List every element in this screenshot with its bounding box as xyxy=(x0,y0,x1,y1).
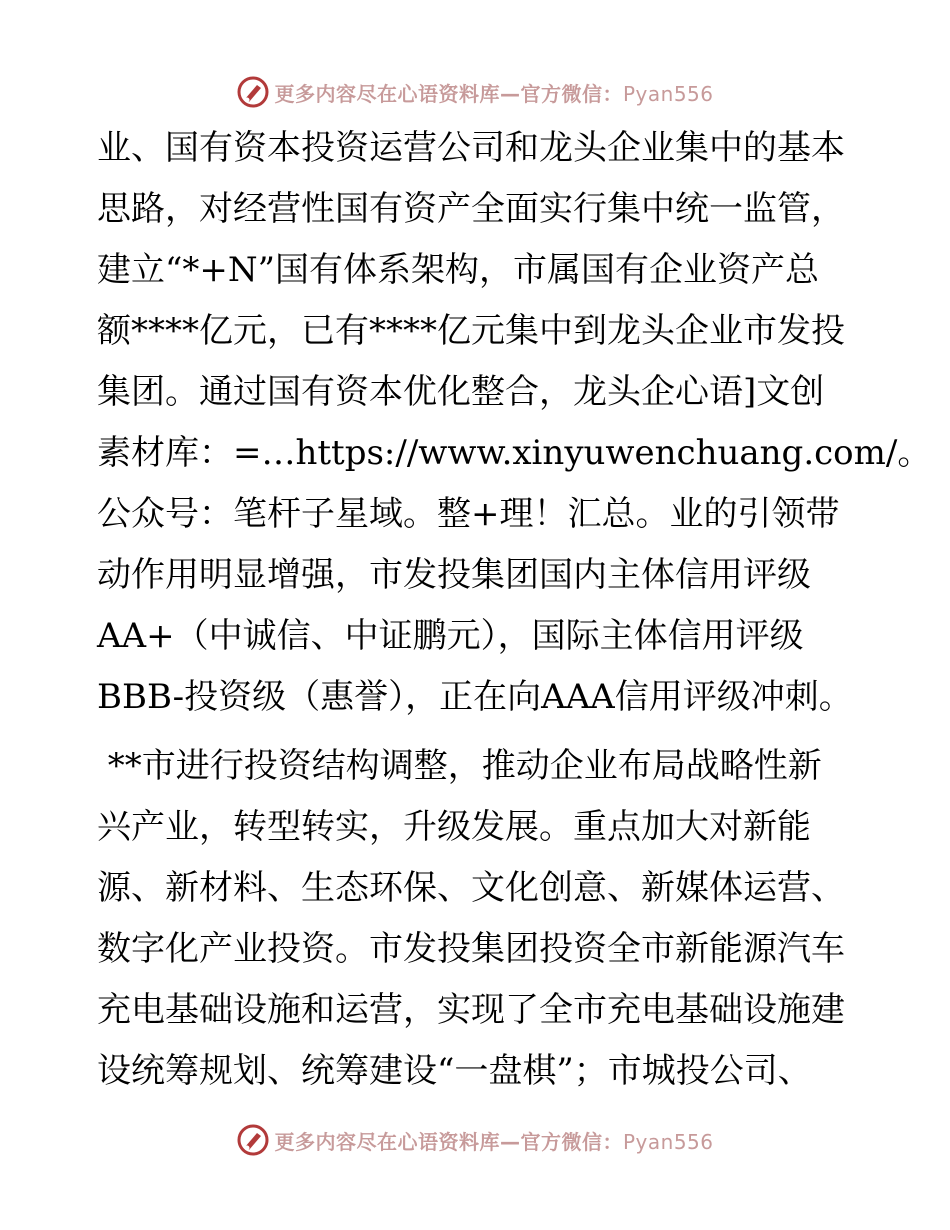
pen-logo-icon xyxy=(236,1123,270,1157)
text-line: 源、新材料、生态环保、文化创意、新媒体运营、 xyxy=(97,868,845,908)
text-line: BBB-投资级（惠誉），正在向AAA信用评级冲刺。 xyxy=(97,677,853,717)
header-watermark xyxy=(0,72,950,112)
paragraph-1 xyxy=(97,118,932,728)
text-line: 公众号：笔杆子星域。整+理！汇总。业的引领带 xyxy=(97,494,840,534)
header-watermark-text: 更多内容尽在心语资料库—官方微信：Pyan556 xyxy=(274,81,714,106)
text-line: 素材库：=…https://www.xinyuwenchuang.com/。 xyxy=(97,433,932,473)
text-line: 数字化产业投资。市发投集团投资全市新能源汽车 xyxy=(97,929,845,969)
text-line: AA+（中诚信、中证鹏元），国际主体信用评级 xyxy=(97,616,804,656)
text-line: 业、国有资本投资运营公司和龙头企业集中的基本 xyxy=(97,128,845,168)
paragraph-2 xyxy=(97,736,857,1102)
text-line: 建立“*+N”国有体系架构，市属国有企业资产总 xyxy=(97,250,820,290)
text-line: 集团。通过国有资本优化整合，龙头企心语]文创 xyxy=(97,372,825,412)
pen-logo-icon xyxy=(236,75,270,109)
footer-watermark xyxy=(0,1120,950,1160)
text-line: 充电基础设施和运营，实现了全市充电基础设施建 xyxy=(97,990,845,1030)
text-line: 兴产业，转型转实，升级发展。重点加大对新能 xyxy=(97,807,811,847)
text-line: **市进行投资结构调整，推动企业布局战略性新 xyxy=(97,746,822,786)
header-wechat-handle: Pyan556 xyxy=(622,81,714,106)
text-line: 额****亿元，已有****亿元集中到龙头企业市发投 xyxy=(97,311,845,351)
text-line: 思路，对经营性国有资产全面实行集中统一监管， xyxy=(97,189,845,229)
footer-wechat-handle: Pyan556 xyxy=(622,1129,714,1154)
document-body xyxy=(97,118,932,1102)
text-line: 设统筹规划、统筹建设“一盘棋”；市城投公司、 xyxy=(97,1051,812,1091)
footer-watermark-text: 更多内容尽在心语资料库—官方微信：Pyan556 xyxy=(274,1129,714,1154)
text-line: 动作用明显增强，市发投集团国内主体信用评级 xyxy=(97,555,811,595)
